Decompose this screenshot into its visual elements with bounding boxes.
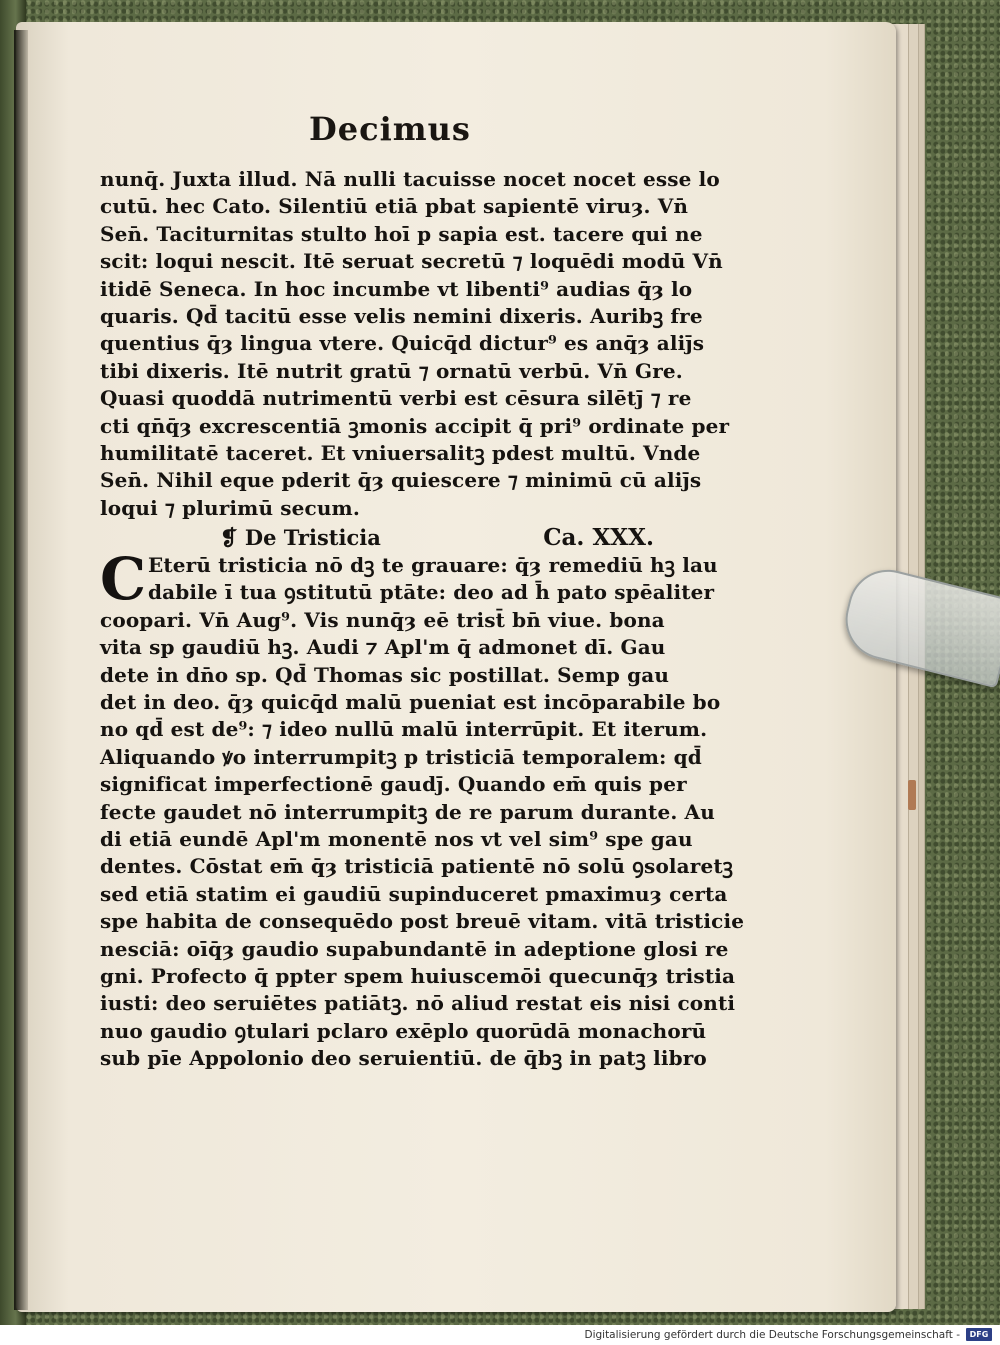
paragraph-2 [100,545,745,1072]
funding-note: Digitalisierung gefördert durch die Deutsche Forschungsgemeinschaft - [584,1329,960,1341]
text-line: gni. Profecto q̄ ppter spem huiuscemōi quecunq̄ȝ tristia [100,963,736,988]
text-line: cutū. hec Cato. Silentiū etiā pbat sapientē viruȝ. Vn̄ [100,194,689,219]
footer-bar [0,1325,1000,1345]
chapter-heading [100,524,690,552]
text-line: fecte gaudet nō interrumpitꝫ de re parum durante. Au [100,799,715,824]
chapter-title: De Tristicia [244,525,381,551]
text-line: cti qn̄q̄ȝ excrescentiā ꝫmonis accipit q̄ pri⁹ ordinate per [100,413,730,438]
text-line: quaris. Qd̄ tacitū esse velis nemini dixeris. Auribꝫ fre [100,303,703,328]
text-line: sub pīe Appolonio deo seruientiū. de q̄bꝫ in patꝫ libro [100,1046,707,1071]
text-line: humilitatē taceret. Et vniuersalitꝫ pdest multū. Vnde [100,440,701,465]
text-line: Aliquando ꝟo interrumpitꝫ p tristiciā temporalem: qd̄ [100,744,702,769]
text-line: loqui ⁊ plurimū secum. [100,495,360,520]
running-head: Decimus [309,110,471,148]
text-line: nuo gaudio ꝯtulari pclaro exēplo quorūdā monachorū [100,1018,707,1043]
text-line: itidē Seneca. In hoc incumbe vt libenti⁹ audias q̄ȝ lo [100,276,693,301]
text-line: significat imperfectionē gaudȷ̄. Quando em̄ quis per [100,772,687,797]
text-line: dabile ī tua ꝯstitutū ptāte: deo ad h̄ pato spēaliter [148,580,715,605]
text-line: vita sp gaudiū hꝫ. Audi ⁊ Apl'm q̄ admonet dī. Gau [100,635,666,660]
text-line: nunq̄. Juxta illud. Nā nulli tacuisse nocet nocet esse lo [100,167,720,191]
bookmark-ribbon [908,780,916,810]
spine-shadow [14,30,28,1310]
text-line: sed etiā statim ei gaudiū supinduceret pmaximuȝ certa [100,881,728,906]
drop-capital: C [100,545,147,614]
text-line: Eterū tristicia nō dꝫ te grauare: q̄ȝ remediū hꝫ lau [148,553,718,578]
text-line: scit: loqui nescit. Itē seruat secretū ⁊ loquēdi modū Vn̄ [100,249,723,274]
text-line: dentes. Cōstat em̄ q̄ȝ tristiciā patientē nō solū ꝯsolaretꝫ [100,854,734,879]
text-line: nesciā: oīq̄ȝ gaudio supabundantē in adeptione glosi re [100,936,729,961]
text-line: Quasi quoddā nutrimentū verbi est cēsura silētȷ̄ ⁊ re [100,386,692,411]
text-line: Sen̄. Taciturnitas stulto hoī p sapia est. tacere qui ne [100,221,703,246]
text-line: tibi dixeris. Itē nutrit gratū ⁊ ornatū verbū. Vn̄ Gre. [100,358,683,383]
dfg-logo: DFG [966,1328,992,1341]
text-line: quentius q̄ȝ lingua vtere. Quicq̄d dictur⁹ es anq̄ȝ aliȷ̄s [100,331,705,356]
text-line: spe habita de consequēdo post breuē vitam. vitā tristicie [100,909,745,934]
pilcrow-mark: ❡ [220,525,238,551]
text-line: no qd̄ est de⁹: ⁊ ideo nullū malū interrūpit. Et iterum. [100,717,708,742]
text-line: di etiā eundē Apl'm monentē nos vt vel sim⁹ spe gau [100,826,693,851]
text-line: Sen̄. Nihil eque pderit q̄ȝ quiescere ⁊ minimū cū aliȷ̄s [100,468,702,493]
paragraph-2-lines [100,545,745,1072]
text-block [100,110,745,1073]
chapter-title-wrap [220,524,381,552]
text-line: det in deo. q̄ȝ quicq̄d malū pueniat est incōparabile bo [100,690,721,715]
text-line: dete in dn̄o sp. Qd̄ Thomas sic postillat. Semp gau [100,662,670,687]
chapter-number: Ca. XXX. [543,524,654,552]
text-line: coopari. Vn̄ Aug⁹. Vis nunq̄ȝ eē trist̄ bn̄ viue. bona [100,607,665,632]
paragraph-1 [100,166,730,522]
text-line: iusti: deo seruiētes patiātꝫ. nō aliud restat eis nisi conti [100,991,736,1016]
